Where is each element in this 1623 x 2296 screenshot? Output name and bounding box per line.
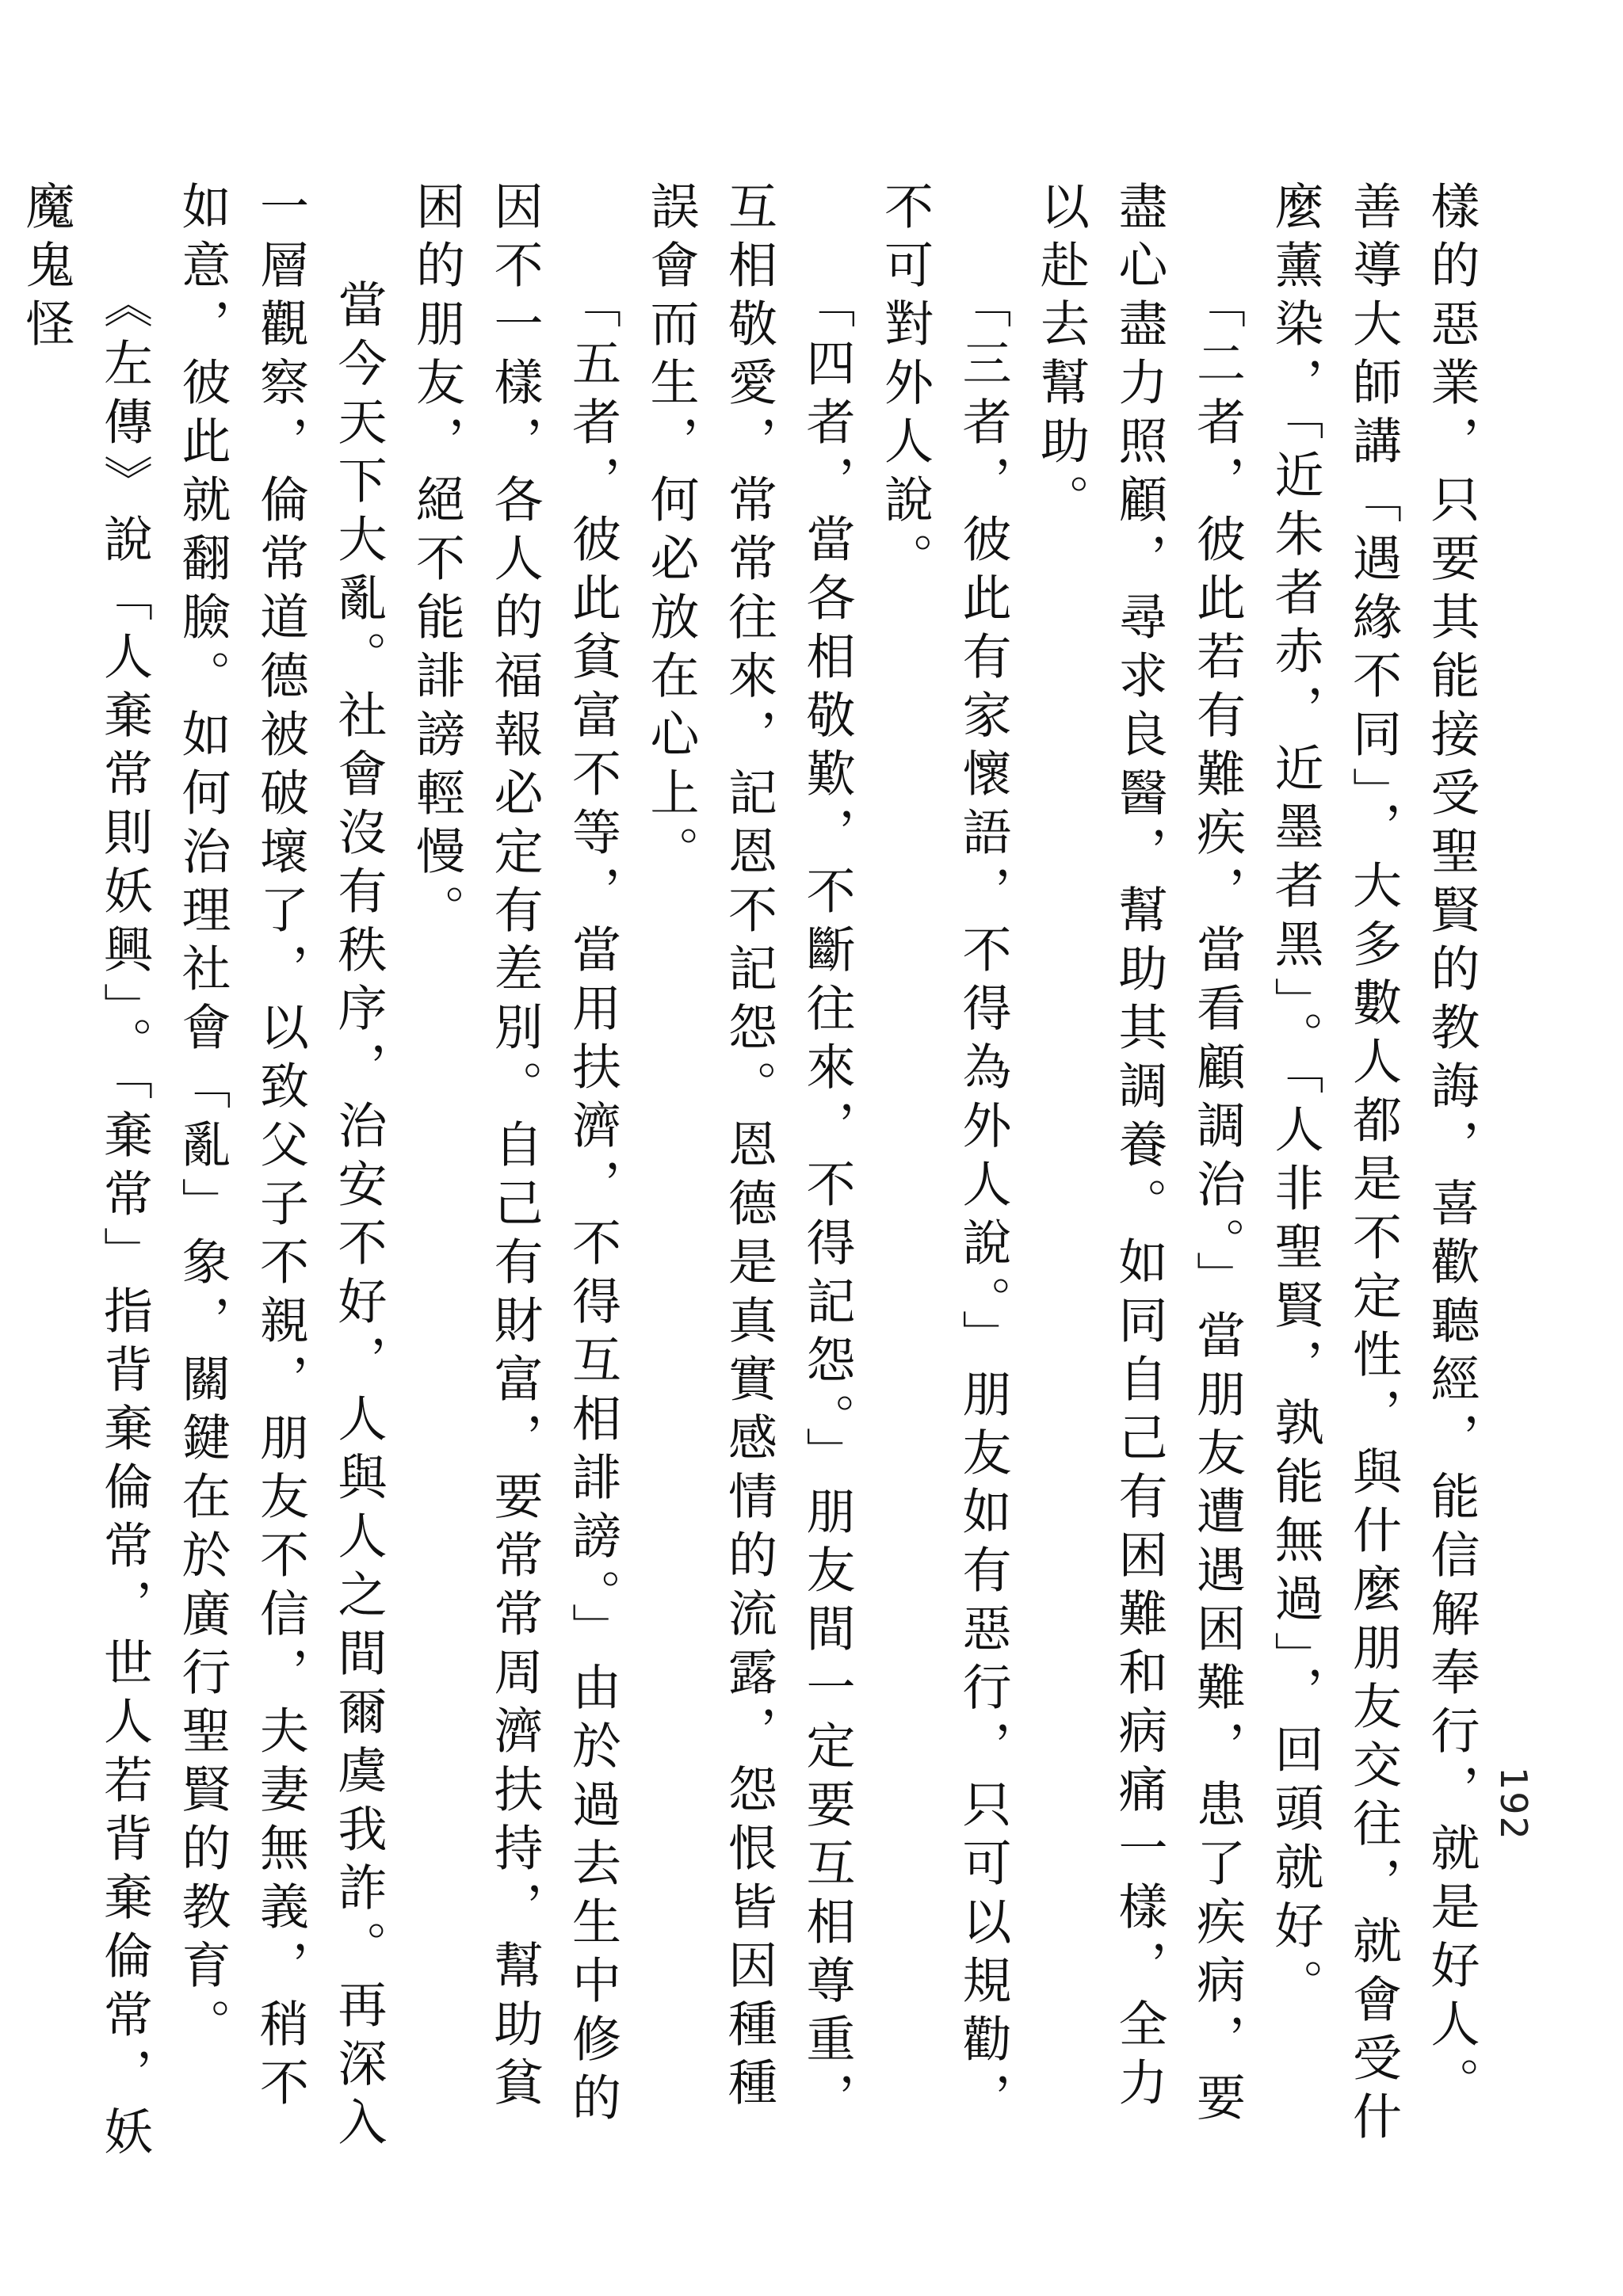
paragraph: 《左傳》說「人棄常則妖興」。「棄常」指背棄倫常，世人若背棄倫常，妖魔鬼怪 (17, 181, 154, 2164)
paragraph: 樣的惡業，只要其能接受聖賢的教誨，喜歡聽經，能信解奉行，就是好人。善導大師講「遇緣不同」，大多數人都是不定性，與什麼朋友交往，就會受什麼薰染，「近朱者赤，近墨者黑」。「人非聖賢，孰能無過」，回頭就好。 (1266, 181, 1480, 2149)
paragraph: 「二者，彼此若有難疾，當看顧調治。」當朋友遭遇困難，患了疾病，要盡心盡力照顧，尋求良醫，幫助其調養。如同自己有困難和病痛一樣，全力以赴去幫助。 (1032, 181, 1247, 2130)
paragraph: 「四者，當各相敬歎，不斷往來，不得記怨。」朋友間一定要互相尊重，互相敬愛，常常往來，記恩不記怨。恩德是真實感情的流露，怨恨皆因種種誤會而生，何必放在心上。 (642, 181, 856, 2130)
body-text (17, 181, 1490, 2169)
paragraph: 當今天下大亂。社會沒有秩序，治安不好，人與人之間爾虞我詐。再深入一層觀察，倫常道德被破壞了，以致父子不親，朋友不信，夫妻無義，稍不如意，彼此就翻臉。如何治理社會「亂」象，關鍵在於廣行聖賢的教育。 (174, 181, 388, 2155)
paragraph: 「三者，彼此有家懷語，不得為外人說。」朋友如有惡行，只可以規勸，不可對外人說。 (876, 181, 1012, 2130)
page-number: 192 (1492, 1767, 1535, 1841)
paragraph: 「五者，彼此貧富不等，當用扶濟，不得互相誹謗。」由於過去生中修的因不一樣，各人的福報必定有差別。自己有財富，要常常周濟扶持，幫助貧困的朋友，絕不能誹謗輕慢。 (407, 181, 622, 2130)
